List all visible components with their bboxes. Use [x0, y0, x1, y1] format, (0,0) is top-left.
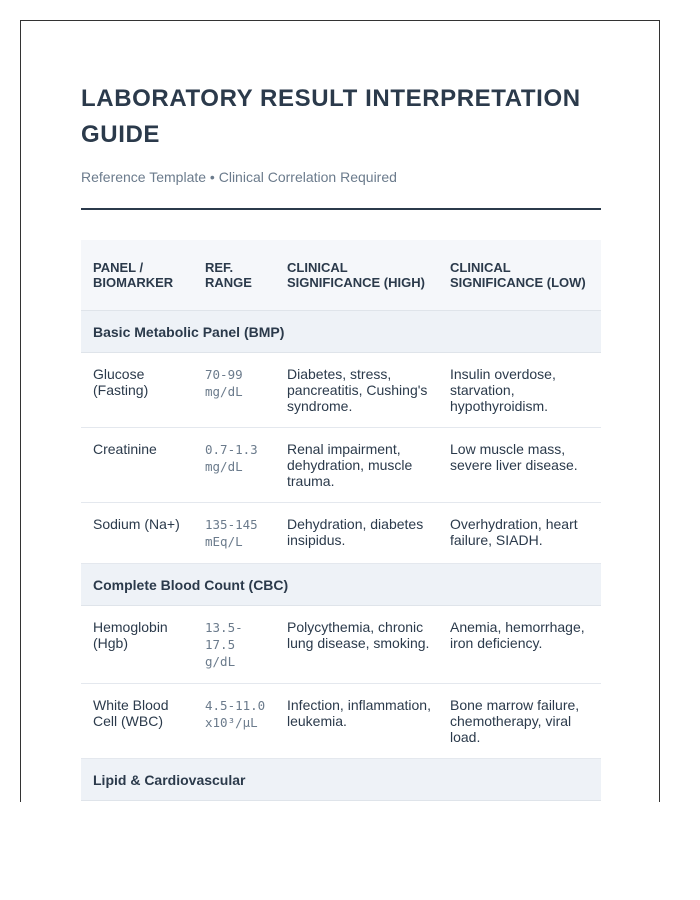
page-subtitle: Reference Template • Clinical Correlation Required	[81, 169, 397, 185]
ref-range-cell: 135-145 mEq/L	[193, 503, 275, 564]
table-row	[81, 503, 601, 564]
significance-high-cell: Renal impairment, dehydration, muscle trauma.	[275, 428, 438, 503]
header-ref-range: REF. RANGE	[193, 240, 275, 311]
ref-range-cell: 4.5-11.0 x10³/µL	[193, 684, 275, 759]
document-page	[20, 20, 660, 802]
header-divider	[81, 208, 601, 210]
section-row	[81, 759, 601, 801]
table-row	[81, 684, 601, 759]
section-label: Lipid & Cardiovascular	[81, 759, 601, 801]
table-row	[81, 353, 601, 428]
table-header-row	[81, 240, 601, 311]
document-header	[81, 81, 601, 185]
section-row	[81, 311, 601, 353]
significance-low-cell: Anemia, hemorrhage, iron deficiency.	[438, 606, 601, 684]
significance-low-cell: Low muscle mass, severe liver disease.	[438, 428, 601, 503]
header-significance-low: CLINICAL SIGNIFICANCE (LOW)	[438, 240, 601, 311]
section-label: Basic Metabolic Panel (BMP)	[81, 311, 601, 353]
section-row	[81, 564, 601, 606]
significance-low-cell: Overhydration, heart failure, SIADH.	[438, 503, 601, 564]
biomarker-cell: Glucose (Fasting)	[81, 353, 193, 428]
biomarker-cell: Creatinine	[81, 428, 193, 503]
significance-low-cell: Insulin overdose, starvation, hypothyroidism.	[438, 353, 601, 428]
ref-range-cell: 70-99 mg/dL	[193, 353, 275, 428]
lab-results-table	[81, 240, 601, 801]
significance-low-cell: Bone marrow failure, chemotherapy, viral load.	[438, 684, 601, 759]
significance-high-cell: Diabetes, stress, pancreatitis, Cushing's syndrome.	[275, 353, 438, 428]
page-title: LABORATORY RESULT INTERPRETATION GUIDE	[81, 85, 581, 148]
table-row	[81, 606, 601, 684]
ref-range-cell: 0.7-1.3 mg/dL	[193, 428, 275, 503]
header-biomarker: PANEL / BIOMARKER	[81, 240, 193, 311]
biomarker-cell: Sodium (Na+)	[81, 503, 193, 564]
biomarker-cell: Hemoglobin (Hgb)	[81, 606, 193, 684]
table-row	[81, 428, 601, 503]
section-label: Complete Blood Count (CBC)	[81, 564, 601, 606]
significance-high-cell: Polycythemia, chronic lung disease, smoking.	[275, 606, 438, 684]
significance-high-cell: Dehydration, diabetes insipidus.	[275, 503, 438, 564]
ref-range-cell: 13.5-17.5 g/dL	[193, 606, 275, 684]
biomarker-cell: White Blood Cell (WBC)	[81, 684, 193, 759]
significance-high-cell: Infection, inflammation, leukemia.	[275, 684, 438, 759]
header-significance-high: CLINICAL SIGNIFICANCE (HIGH)	[275, 240, 438, 311]
